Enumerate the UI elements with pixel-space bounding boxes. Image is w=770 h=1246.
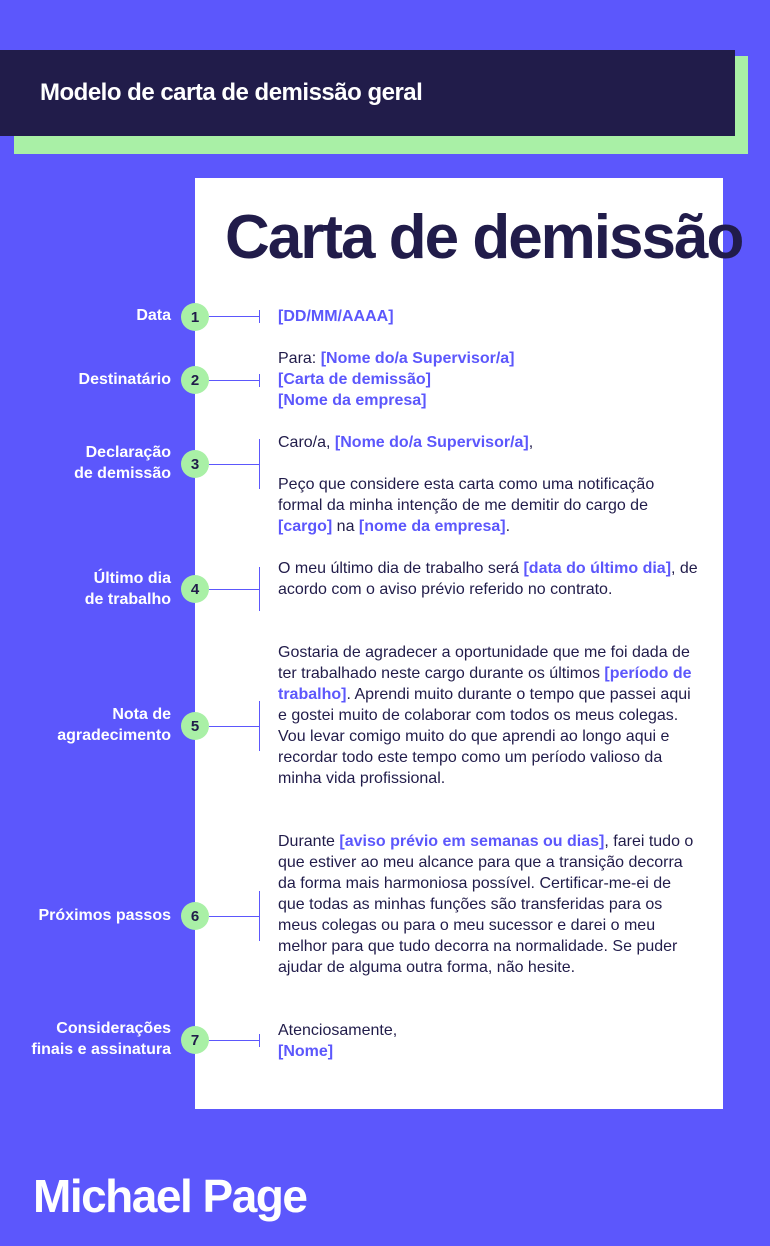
annotation-number-1: 1 (181, 303, 209, 331)
declaration-section (278, 432, 698, 537)
banner-title: Modelo de carta de demissão geral (40, 79, 423, 106)
annotation-label-destinatario: Destinatário (78, 371, 171, 388)
banner (0, 50, 735, 136)
greeting-name: [Nome do/a Supervisor/a] (334, 434, 529, 451)
michael-page-logo: Michael Page (33, 1170, 307, 1222)
annotation-label-proximos-passos: Próximos passos (38, 907, 171, 924)
annotation-label-data: Data (136, 307, 171, 324)
annotation-number-6: 6 (181, 902, 209, 930)
annotation-label-declaracao: Declaração de demissão (74, 444, 171, 482)
last-day-text-2: , de acordo com o aviso prévio referido no contrato. (278, 560, 698, 598)
annotation-number-4: 4 (181, 575, 209, 603)
recipient-section (278, 348, 698, 411)
annotation-number-5: 5 (181, 712, 209, 740)
annotation-label-ultimo-dia: Último dia de trabalho (84, 570, 171, 608)
annotation-number-7: 7 (181, 1026, 209, 1054)
closing-text: Atenciosamente, (278, 1022, 398, 1039)
closing-section (278, 1020, 698, 1062)
next-steps-text-2: , farei tudo o que estiver ao meu alcance para que a transição decorra da forma mais harmoniosa possível. Certificar-me-ei de que todas as minhas funções são transferidas para os meus colegas ou para o meu sucessor e darei o meu melhor para que tudo decorra na normalidade. Se puder ajudar de alguma outra forma, não hesite. (278, 833, 694, 976)
date-placeholder: [DD/MM/AAAA] (278, 308, 394, 325)
declaration-text-2: na (332, 518, 359, 535)
annotation-number-3: 3 (181, 450, 209, 478)
cargo-placeholder: [cargo] (278, 518, 333, 535)
period-placeholder: [período de trabalho] (278, 665, 692, 703)
company-placeholder: [Nome da empresa] (278, 392, 427, 409)
name-placeholder: [Nome] (278, 1043, 334, 1060)
to-prefix: Para: (278, 350, 321, 367)
next-steps-text-1: Durante (278, 833, 340, 850)
subject-placeholder: [Carta de demissão] (278, 371, 431, 388)
notice-placeholder: [aviso prévio em semanas ou dias] (339, 833, 605, 850)
letter-title: Carta de demissão (225, 203, 743, 272)
thanks-section (278, 642, 698, 789)
supervisor-placeholder: [Nome do/a Supervisor/a] (320, 350, 515, 367)
thanks-text-2: . Aprendi muito durante o tempo que passei aqui e gostei muito de colaborar com todos os meus colegas. Vou levar comigo muito do que aprendi ao longo aqui e recordar todo este tempo como um período valioso da minha vida profissional. (278, 686, 691, 787)
thanks-text-1: Gostaria de agradecer a oportunidade que me foi dada de ter trabalhado neste cargo durante os últimos (278, 644, 690, 682)
date-section (278, 306, 698, 327)
next-steps-section (278, 831, 698, 978)
declaration-text-1: Peço que considere esta carta como uma notificação formal da minha intenção de me demitir do cargo de (278, 476, 655, 514)
last-day-section (278, 558, 698, 600)
annotation-label-consideracoes: Considerações finais e assinatura (31, 1020, 171, 1058)
last-day-placeholder: [data do último dia] (523, 560, 672, 577)
greeting-suffix: , (528, 434, 534, 451)
declaration-text-3: . (505, 518, 511, 535)
empresa-placeholder: [nome da empresa] (358, 518, 506, 535)
annotation-number-2: 2 (181, 366, 209, 394)
annotation-label-agradecimento: Nota de agradecimento (57, 706, 171, 744)
last-day-text-1: O meu último dia de trabalho será (278, 560, 524, 577)
greeting-prefix: Caro/a, (278, 434, 335, 451)
